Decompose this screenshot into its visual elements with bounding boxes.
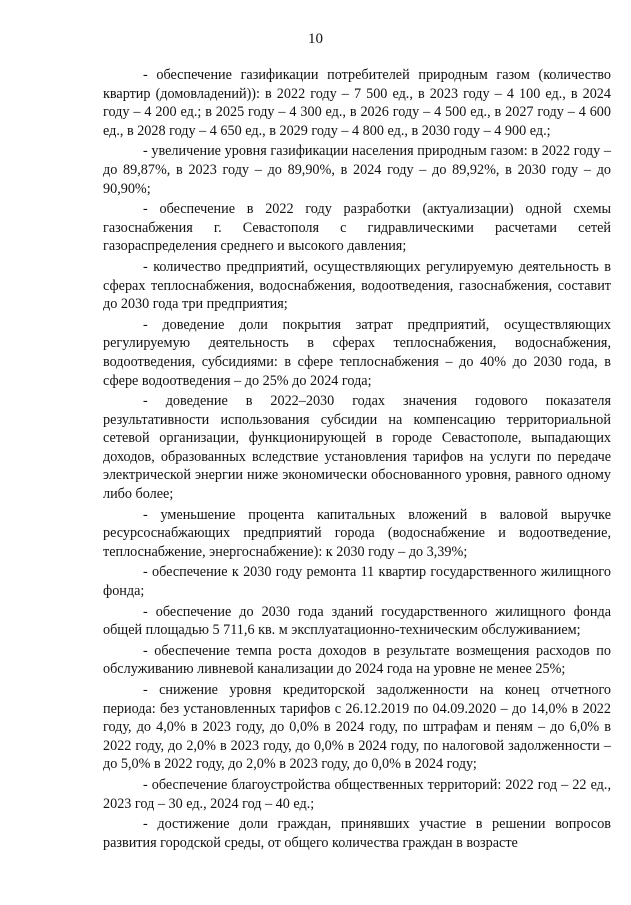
paragraph-gasification-level: - увеличение уровня газификации населения природным газом: в 2022 году – до 89,87%, в 2023 году – до 89,90%, в 2024 году – до 89,92%, в 2030 году – до 90,90%; xyxy=(103,143,611,197)
paragraph-citizen-participation: - достижение доли граждан, принявших участие в решении вопросов развития городской среды, от общего количества граждан в возрасте xyxy=(103,816,611,851)
paragraph-storm-sewer-revenue: - обеспечение темпа роста доходов в результате возмещения расходов по обслуживанию ливневой канализации до 2024 года на уровне не менее 25%; xyxy=(103,642,611,678)
document-body xyxy=(103,66,611,852)
paragraph-apartment-repair: - обеспечение к 2030 году ремонта 11 квартир государственного жилищного фонда; xyxy=(103,564,611,600)
paragraph-accounts-payable: - снижение уровня кредиторской задолженности на конец отчетного периода: без установленных тарифов с 26.12.2019 по 04.09.2020 – до 14,0% в 2022 году, до 4,0% в 2023 году, до 0,0% в 2024 году, по штрафам и пеням – до 6,0% в 2022 году, до 2,0% в 2023 году, до 0,0% в 2024 году, по налоговой задолженности – до 5,0% в 2022 году, до 2,0% в 2023 году, до 0,0% в 2024 году; xyxy=(103,682,611,773)
paragraph-building-maintenance: - обеспечение до 2030 года зданий государственного жилищного фонда общей площадью 5 711,6 кв. м эксплуатационно-техническим обслуживанием; xyxy=(103,603,611,639)
paragraph-capital-investment: - уменьшение процента капитальных вложений в валовой выручке ресурсоснабжающих предприятий города (водоснабжение и водоотведение, теплоснабжение, энергоснабжение): к 2030 году – до 3,39%; xyxy=(103,506,611,560)
paragraph-cost-coverage-subsidies: - доведение доли покрытия затрат предприятий, осуществляющих регулируемую деятельность в сферах теплоснабжения, водоснабжения, водоотведения, субсидиями: в сфере теплоснабжения – до 40% до 2030 года, в сфере водоотведения – до 25% до 2024 года; xyxy=(103,316,611,389)
paragraph-regulated-enterprises: - количество предприятий, осуществляющих регулируемую деятельность в сферах теплоснабжения, водоснабжения, водоотведения, газоснабжения, составит до 2030 года три предприятия; xyxy=(103,258,611,313)
paragraph-public-territories: - обеспечение благоустройства общественных территорий: 2022 год – 22 ед., 2023 год – 30 ед., 2024 год – 40 ед.; xyxy=(103,776,611,812)
paragraph-gas-scheme-development: - обеспечение в 2022 году разработки (актуализации) одной схемы газоснабжения г. Севастополя с гидравлическими расчетами сетей газораспределения среднего и высокого давления; xyxy=(103,201,611,255)
paragraph-grid-subsidy-effectiveness: - доведение в 2022–2030 годах значения годового показателя результативности использования субсидии на компенсацию территориальной сетевой организации, функционирующей в городе Севастополе, выпадающих доходов, образованных вследствие установления тарифов на услуги по передаче электрической энергии ниже экономически обоснованного уровня, равного одному либо более; xyxy=(103,393,611,503)
page-number: 10 xyxy=(308,31,323,47)
paragraph-gas-supply-apartments: - обеспечение газификации потребителей природным газом (количество квартир (домовладений)): в 2022 году – 7 500 ед., в 2023 году – 4 100 ед., в 2024 году – 4 200 ед.; в 2025 году – 4 300 ед., в 2026 году – 4 500 ед., в 2027 году – 4 600 ед., в 2028 году – 4 650 ед., в 2029 году – 4 800 ед., в 2030 году – 4 900 ед.; xyxy=(103,67,611,139)
